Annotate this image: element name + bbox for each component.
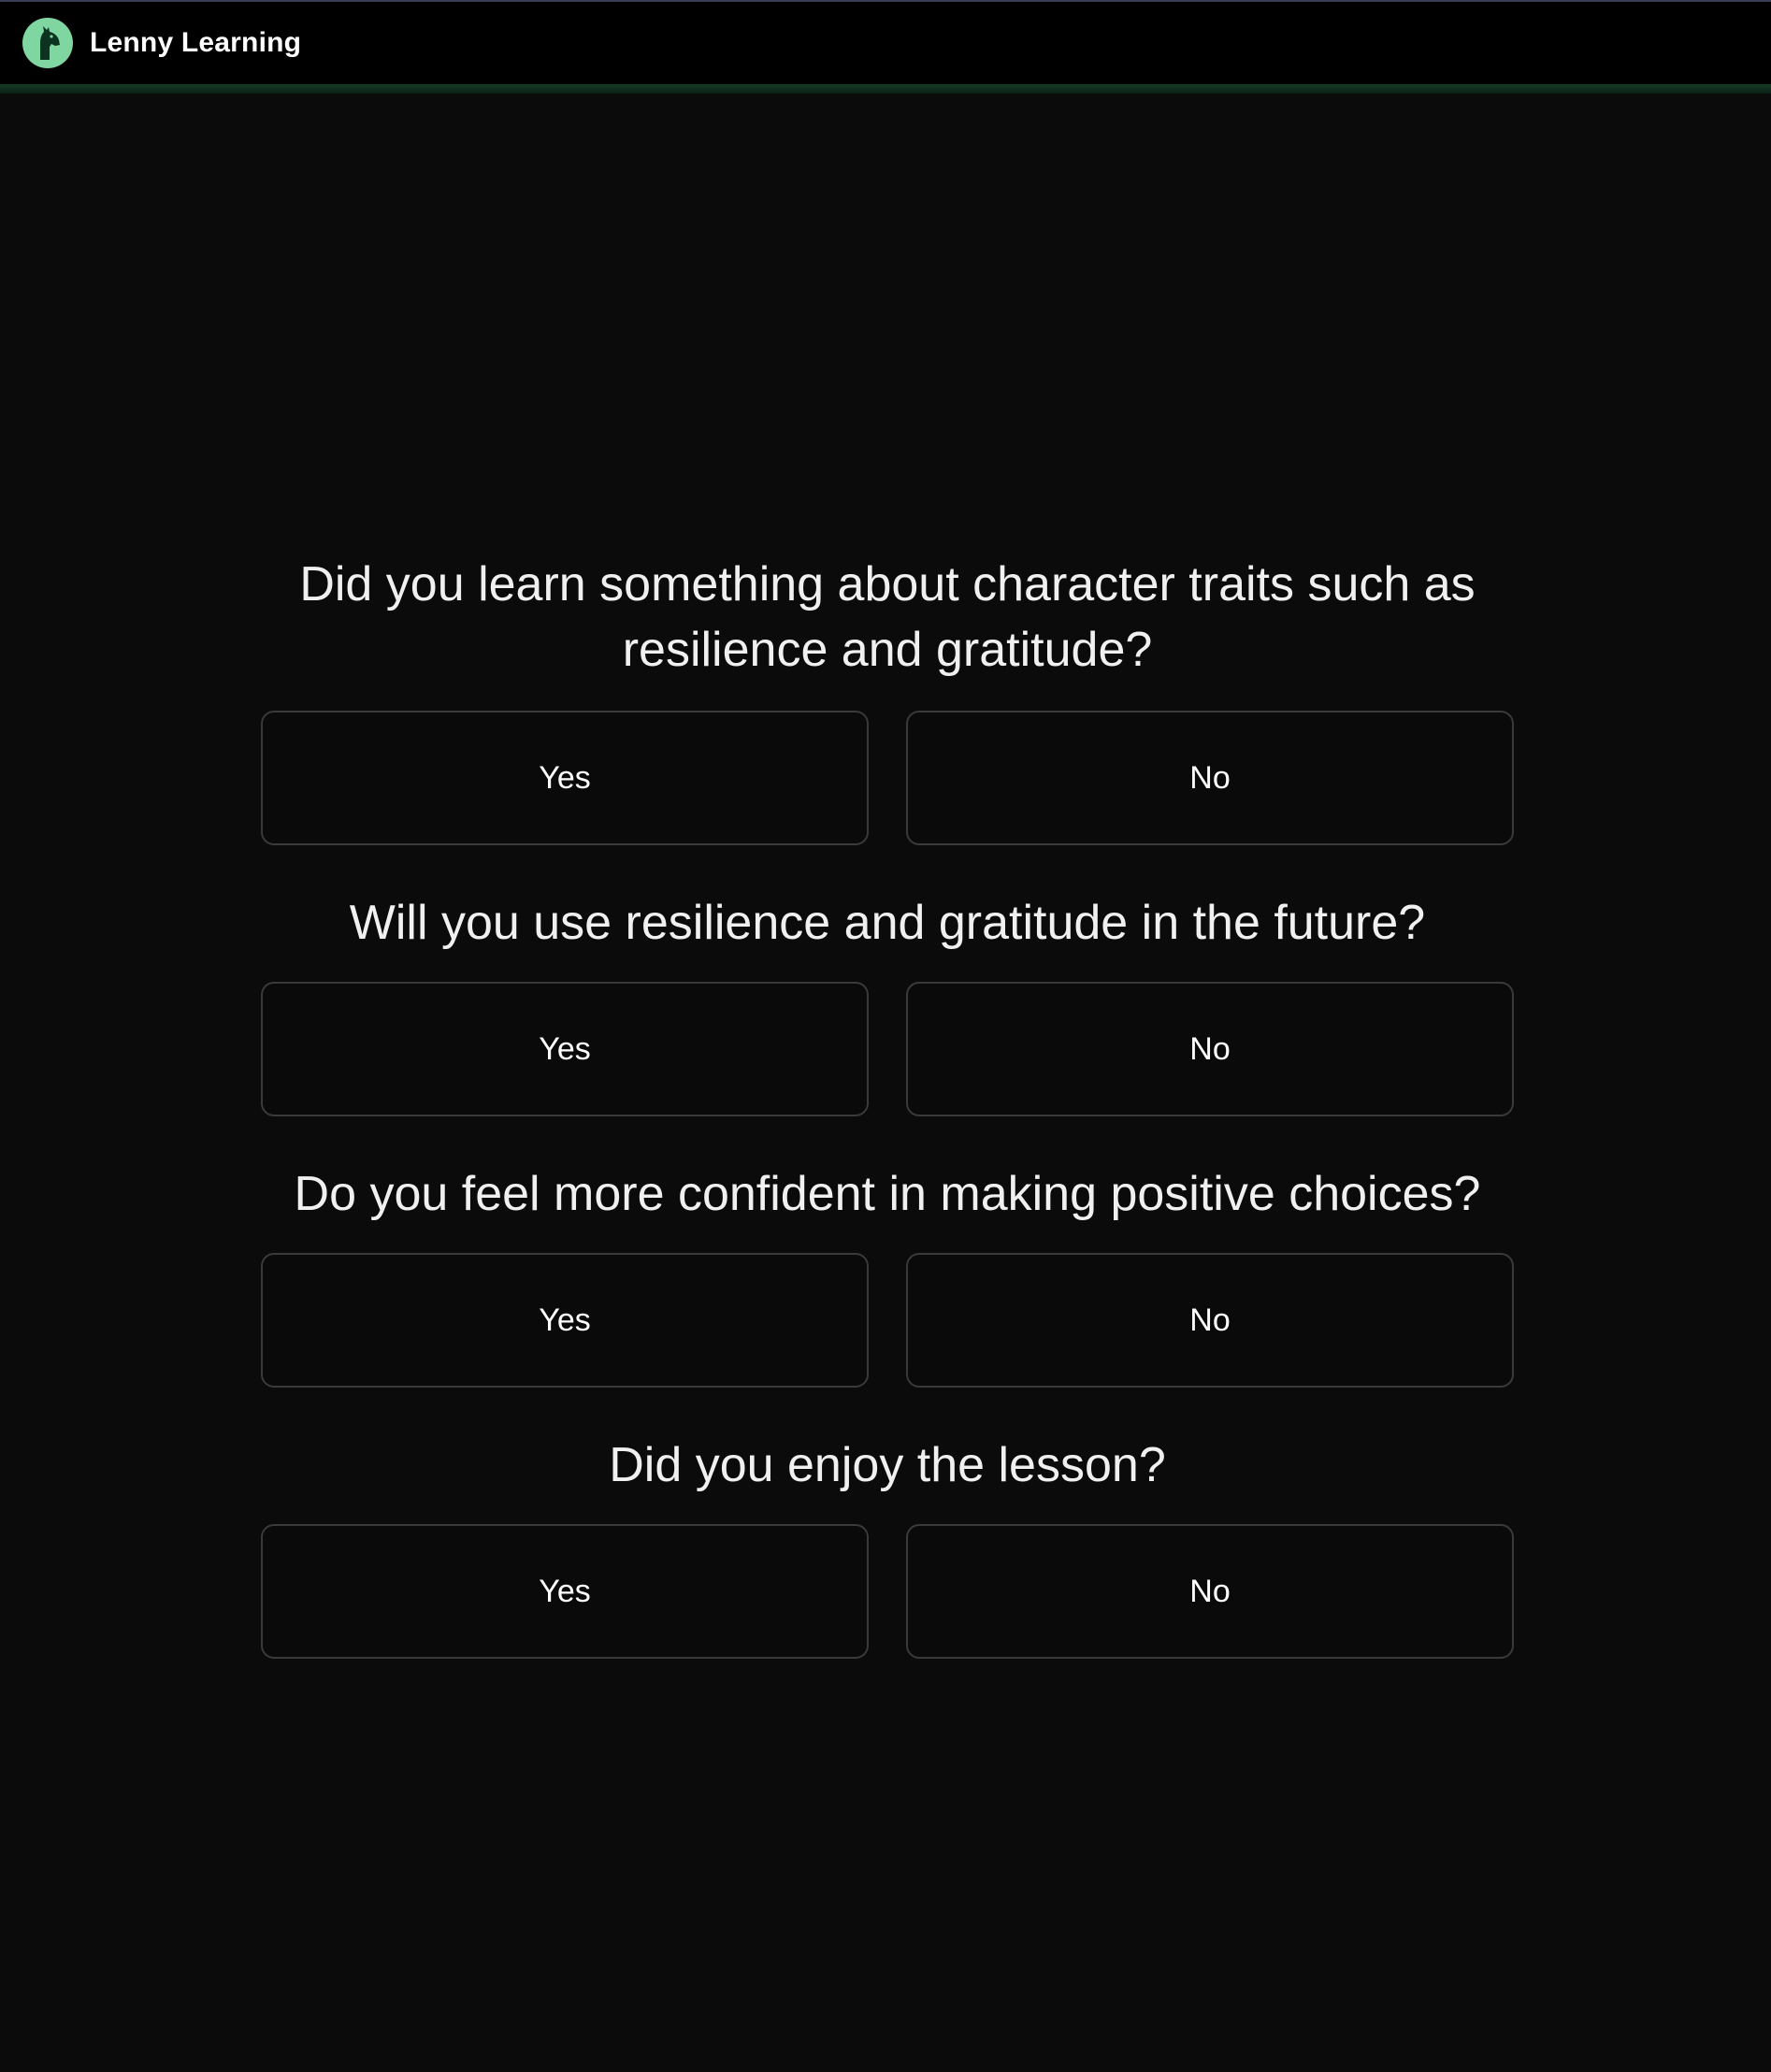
llama-head-icon	[22, 18, 73, 68]
question-block-2	[261, 890, 1514, 1116]
question-text: Will you use resilience and gratitude in the future?	[349, 896, 1426, 950]
answer-options	[261, 711, 1514, 845]
question-block-1	[261, 552, 1514, 845]
no-button[interactable]: No	[906, 1524, 1514, 1659]
yes-button[interactable]: Yes	[261, 1253, 869, 1388]
survey-form	[261, 552, 1514, 1704]
question-block-4	[261, 1432, 1514, 1659]
no-button[interactable]: No	[906, 711, 1514, 845]
top-bar	[0, 0, 1771, 84]
brand[interactable]	[22, 18, 301, 68]
no-button[interactable]: No	[906, 1253, 1514, 1388]
question-text: Did you enjoy the lesson?	[609, 1438, 1166, 1492]
question-text: Did you learn something about character traits such as resilience and gratitude?	[299, 557, 1476, 677]
answer-options	[261, 982, 1514, 1116]
yes-button[interactable]: Yes	[261, 982, 869, 1116]
yes-button[interactable]: Yes	[261, 711, 869, 845]
header-divider	[0, 84, 1771, 94]
no-button[interactable]: No	[906, 982, 1514, 1116]
answer-options	[261, 1253, 1514, 1388]
question-text: Do you feel more confident in making positive choices?	[294, 1167, 1481, 1221]
question-block-3	[261, 1161, 1514, 1388]
brand-name: Lenny Learning	[90, 27, 302, 58]
yes-button[interactable]: Yes	[261, 1524, 869, 1659]
answer-options	[261, 1524, 1514, 1659]
